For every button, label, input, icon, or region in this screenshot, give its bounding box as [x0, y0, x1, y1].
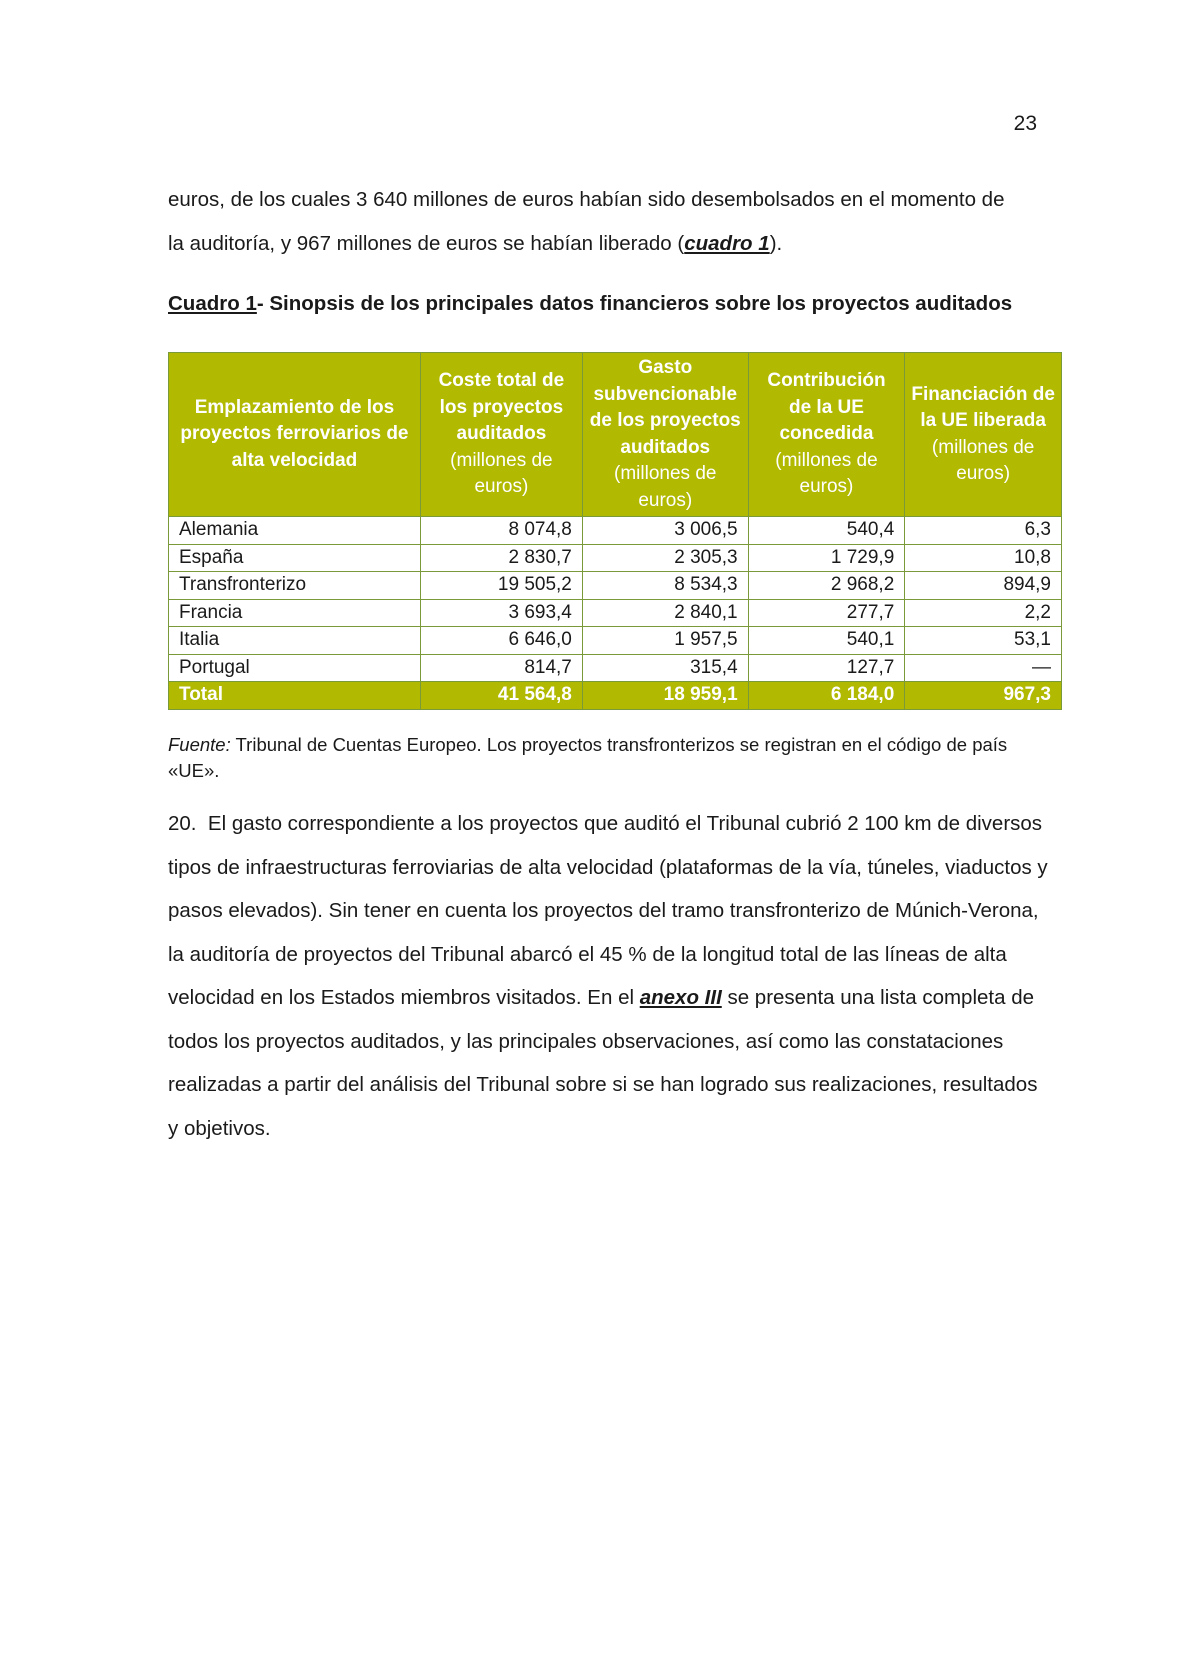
- page-number: 23: [1013, 112, 1037, 135]
- page-content: [168, 178, 1055, 1150]
- header-location: Emplazamiento de los proyectos ferroviarios de alta velocidad: [169, 353, 421, 517]
- header-eu-contribution: Contribución de la UE concedida (millones de euros): [748, 353, 905, 517]
- intro-paragraph: [168, 178, 1048, 265]
- source-text: Tribunal de Cuentas Europeo. Los proyectos transfronterizos se registran en el código de país «UE».: [168, 733, 1008, 781]
- financial-data-table: [168, 352, 1062, 710]
- header-eu-funding-released: Financiación de la UE liberada (millones de euros): [905, 353, 1062, 517]
- intro-line-2-end: ).: [769, 231, 783, 255]
- paragraph-20: [168, 802, 1048, 1150]
- paragraph-20-text-1: El gasto correspondiente a los proyectos que auditó el Tribunal cubrió 2 100 km de diversos tipos de infraestructuras ferroviarias de alta velocidad (plataformas de la vía, túneles, viaductos y pasos elevados). Sin tener en cuenta los proyectos del tramo transfronterizo de Múnich-Verona, la auditoría de proyectos del Tribunal abarcó el 45 % de la longitud total de las líneas de alta velocidad en los Estados miembros visitados. En el: [168, 812, 1048, 1009]
- table-caption-label: Cuadro 1: [168, 292, 257, 315]
- header-eligible-expenditure: Gasto subvencionable de los proyectos auditados (millones de euros): [582, 353, 748, 517]
- header-total-cost: Coste total de los proyectos auditados (millones de euros): [420, 353, 582, 517]
- table-header-row: [169, 353, 1062, 517]
- table-total-row: Total 41 564,8 18 959,1 6 184,0 967,3: [169, 682, 1062, 710]
- table-row: Italia 6 646,0 1 957,5 540,1 53,1: [169, 627, 1062, 655]
- table-row: Transfronterizo 19 505,2 8 534,3 2 968,2 894,9: [169, 572, 1062, 600]
- table-row: España 2 830,7 2 305,3 1 729,9 10,8: [169, 544, 1062, 572]
- paragraph-20-text-2: se presenta una lista completa de todos los proyectos auditados, y las principales observaciones, así como las constataciones realizadas a partir del análisis del Tribunal sobre si se han logrado sus realizaciones, resultados y objetivos.: [168, 986, 1038, 1140]
- table-row: Portugal 814,7 315,4 127,7 —: [169, 654, 1062, 682]
- table-row: Alemania 8 074,8 3 006,5 540,4 6,3: [169, 517, 1062, 545]
- table-caption: [168, 292, 1048, 316]
- source-label: Fuente:: [168, 733, 231, 755]
- table-source-note: [168, 732, 1048, 784]
- anexo-iii-link[interactable]: anexo III: [639, 986, 722, 1009]
- cuadro-1-link[interactable]: cuadro 1: [684, 231, 770, 255]
- paragraph-number: 20.: [168, 812, 197, 835]
- table-row: Francia 3 693,4 2 840,1 277,7 2,2: [169, 599, 1062, 627]
- table-caption-text: - Sinopsis de los principales datos financieros sobre los proyectos auditados: [256, 292, 1013, 315]
- intro-line-1: euros, de los cuales 3 640 millones de euros habían sido desembolsados en el momento de: [168, 188, 1005, 211]
- intro-line-2: la auditoría, y 967 millones de euros se habían liberado (: [168, 231, 685, 255]
